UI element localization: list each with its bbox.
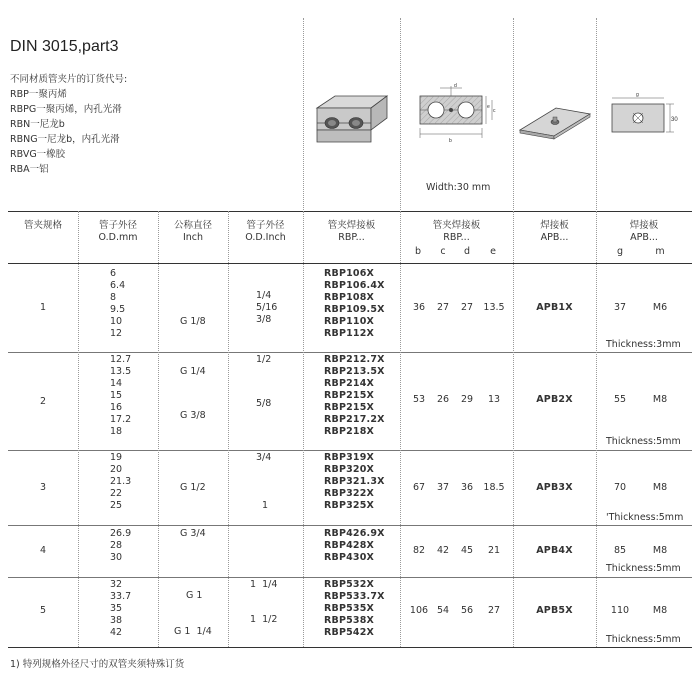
rbp-code: RBP533.7X	[324, 591, 385, 602]
header-apb-dims	[596, 220, 692, 244]
header-apb	[513, 220, 596, 244]
row-5-e: 27	[487, 605, 501, 616]
od-mm-value: 22	[110, 488, 123, 499]
row-1-g: 37	[613, 302, 627, 313]
od-mm-value: 33.7	[110, 591, 132, 602]
row-2-c: 26	[436, 394, 450, 405]
od-mm-value: 20	[110, 464, 123, 475]
rbp-code: RBP538X	[324, 615, 375, 626]
width-label: Width:30 mm	[426, 182, 491, 193]
row-2-od-mm	[110, 354, 131, 438]
row-1-d: 27	[460, 302, 474, 313]
rbp-code: RBP110X	[324, 316, 375, 327]
header-size: 管夹规格	[23, 220, 62, 231]
row-rule	[8, 577, 692, 578]
header-line: 公称直径	[173, 220, 212, 231]
row-4-nominal: G 3/4	[180, 528, 206, 539]
od-mm-value: 21.3	[110, 476, 132, 487]
od-mm-value: 6.4	[110, 280, 126, 291]
od-mm-value: 32	[110, 579, 123, 590]
intro-line: RBVG一橡胶	[10, 149, 66, 160]
row-4-od-mm	[110, 528, 131, 564]
col-divider	[303, 211, 304, 647]
col-divider	[228, 211, 229, 647]
od-mm-value: 38	[110, 615, 123, 626]
dim-30-label: 30	[671, 117, 678, 123]
row-5-thickness: Thickness:5mm	[606, 634, 681, 645]
rbp-code: RBP321.3X	[324, 476, 385, 487]
header-line: RBP...	[443, 232, 470, 243]
row-5-nominal-b: G 1 1/4	[174, 626, 212, 637]
od-mm-value: 30	[110, 552, 123, 563]
intro-line: RBN一尼龙b	[10, 119, 65, 130]
row-5-size: 5	[39, 605, 47, 616]
row-2-b: 53	[412, 394, 426, 405]
clamp-section-drawing	[412, 78, 502, 148]
header-line: 焊接板	[629, 220, 659, 231]
row-2-m: M8	[652, 394, 668, 405]
row-1-nominal: G 1/8	[180, 316, 206, 327]
row-2-od-inch-a: 1/2	[256, 354, 272, 365]
row-3-c: 37	[436, 482, 450, 493]
row-5-rbp-list	[324, 579, 385, 639]
row-4-d: 45	[460, 545, 474, 556]
row-2-apb: APB2X	[536, 394, 573, 405]
rbp-code: RBP212.7X	[324, 354, 385, 365]
header-g: g	[616, 246, 624, 257]
header-line: Inch	[182, 232, 204, 243]
header-line: 焊接板	[540, 220, 569, 231]
row-3-nominal: G 1/2	[180, 482, 206, 493]
rbp-code: RBP106X	[324, 268, 375, 279]
row-2-thickness: Thickness:5mm	[606, 436, 681, 447]
row-5-g: 110	[610, 605, 630, 616]
header-od-inch	[228, 220, 303, 244]
row-4-thickness: Thickness:5mm	[606, 563, 681, 574]
rbp-code: RBP215X	[324, 402, 375, 413]
header-line: O.D.Inch	[245, 232, 286, 243]
od-mm-value: 15	[110, 390, 123, 401]
header-c: c	[440, 246, 446, 257]
table-top-rule	[8, 211, 692, 212]
row-3-od-inch-b: 1	[262, 500, 269, 511]
row-3-m: M8	[652, 482, 668, 493]
row-2-rbp-list	[324, 354, 385, 438]
row-4-e: 21	[487, 545, 501, 556]
divider	[303, 18, 304, 210]
row-3-thickness: 'Thickness:5mm	[606, 512, 684, 523]
row-1-e: 13.5	[483, 302, 505, 313]
row-3-od-mm	[110, 452, 131, 512]
rbp-code: RBP535X	[324, 603, 375, 614]
od-mm-value: 12.7	[110, 354, 132, 365]
rbp-code: RBP320X	[324, 464, 375, 475]
rbp-code: RBP322X	[324, 488, 375, 499]
row-5-m: M8	[652, 605, 668, 616]
rbp-code: RBP542X	[324, 627, 375, 638]
header-rbp-dims	[400, 220, 513, 244]
dim-d-label: d	[454, 83, 457, 89]
row-3-rbp-list	[324, 452, 385, 512]
rbp-code: RBP428X	[324, 540, 375, 551]
row-4-apb: APB4X	[536, 545, 573, 556]
od-mm-value: 25	[110, 500, 123, 511]
od-mm-value: 6	[110, 268, 117, 279]
row-5-nominal-a: G 1	[186, 590, 203, 601]
row-2-size: 2	[39, 396, 47, 407]
od-inch-value: 1/4	[256, 290, 272, 301]
row-2-d: 29	[460, 394, 474, 405]
row-5-od-mm	[110, 579, 131, 639]
row-rule	[8, 450, 692, 451]
dim-g-label: g	[636, 92, 639, 98]
rbp-code: RBP214X	[324, 378, 375, 389]
header-b: b	[414, 246, 422, 257]
od-mm-value: 19	[110, 452, 123, 463]
row-2-e: 13	[487, 394, 501, 405]
row-2-nominal-b: G 3/8	[180, 410, 206, 421]
footnote: 1) 特列规格外径尺寸的双管夹须特殊订货	[10, 659, 185, 670]
header-nominal	[158, 220, 228, 244]
row-4-b: 82	[412, 545, 426, 556]
row-1-od-mm	[110, 268, 125, 340]
rbp-code: RBP215X	[324, 390, 375, 401]
header-rbp	[303, 220, 400, 244]
row-1-c: 27	[436, 302, 450, 313]
rbp-code: RBP532X	[324, 579, 375, 590]
rbp-code: RBP213.5X	[324, 366, 385, 377]
header-od-mm	[78, 220, 158, 244]
row-2-g: 55	[613, 394, 627, 405]
header-d: d	[463, 246, 471, 257]
header-line: APB...	[540, 232, 569, 243]
dim-c-label: c	[493, 108, 496, 114]
row-1-m: M6	[652, 302, 668, 313]
weld-plate-top-drawing	[604, 90, 682, 146]
od-inch-value: 5/16	[256, 302, 278, 313]
rbp-code: RBP109.5X	[324, 304, 385, 315]
header-bottom-rule	[8, 263, 692, 264]
col-divider	[78, 211, 79, 647]
row-1-apb: APB1X	[536, 302, 573, 313]
row-4-rbp-list	[324, 528, 385, 564]
divider	[513, 18, 514, 210]
header-line: 管夹焊接板	[327, 220, 376, 231]
col-divider	[158, 211, 159, 647]
od-mm-value: 17.2	[110, 414, 132, 425]
row-1-thickness: Thickness:3mm	[606, 339, 681, 350]
row-1-b: 36	[412, 302, 426, 313]
intro-line: 不同材质管夹片的订货代号:	[10, 74, 128, 85]
rbp-code: RBP106.4X	[324, 280, 385, 291]
row-5-c: 54	[436, 605, 450, 616]
row-5-od-inch-a: 1 1/4	[250, 579, 278, 590]
divider	[596, 18, 597, 210]
row-4-m: M8	[652, 545, 668, 556]
page-title: DIN 3015,part3	[10, 38, 119, 55]
row-5-b: 106	[409, 605, 429, 616]
row-5-od-inch-b: 1 1/2	[250, 614, 278, 625]
od-mm-value: 18	[110, 426, 123, 437]
divider	[400, 18, 401, 210]
od-mm-value: 42	[110, 627, 123, 638]
col-divider	[596, 211, 597, 647]
col-divider	[400, 211, 401, 647]
od-mm-value: 26.9	[110, 528, 132, 539]
row-1-od-inch	[256, 290, 277, 326]
row-rule	[8, 352, 692, 353]
header-line: 管夹焊接板	[432, 220, 481, 231]
rbp-code: RBP218X	[324, 426, 375, 437]
row-5-apb: APB5X	[536, 605, 573, 616]
clamp-3d-drawing	[313, 90, 393, 150]
row-3-e: 18.5	[483, 482, 505, 493]
rbp-code: RBP112X	[324, 328, 375, 339]
row-3-apb: APB3X	[536, 482, 573, 493]
rbp-code: RBP108X	[324, 292, 375, 303]
od-mm-value: 12	[110, 328, 123, 339]
row-4-g: 85	[613, 545, 627, 556]
weld-plate-3d-drawing	[516, 100, 594, 145]
header-line: 管子外径	[98, 220, 137, 231]
od-mm-value: 9.5	[110, 304, 126, 315]
material-codes-list	[10, 72, 127, 177]
header-e: e	[490, 246, 496, 257]
row-3-od-inch-a: 3/4	[256, 452, 272, 463]
od-mm-value: 10	[110, 316, 123, 327]
row-1-rbp-list	[324, 268, 385, 340]
row-3-size: 3	[39, 482, 47, 493]
header-line: APB...	[630, 232, 658, 243]
row-rule	[8, 525, 692, 526]
table-bottom-rule	[8, 647, 692, 648]
col-divider	[513, 211, 514, 647]
od-mm-value: 13.5	[110, 366, 132, 377]
rbp-code: RBP325X	[324, 500, 375, 511]
row-1-size: 1	[39, 302, 47, 313]
rbp-code: RBP217.2X	[324, 414, 385, 425]
row-2-nominal-a: G 1/4	[180, 366, 206, 377]
header-m: m	[655, 246, 665, 257]
rbp-code: RBP430X	[324, 552, 375, 563]
od-mm-value: 8	[110, 292, 117, 303]
row-2-od-inch-b: 5/8	[256, 398, 272, 409]
row-4-c: 42	[436, 545, 450, 556]
row-5-d: 56	[460, 605, 474, 616]
intro-line: RBA一铝	[10, 164, 49, 175]
header-line: 管子外径	[246, 220, 285, 231]
dim-b-label: b	[449, 138, 452, 144]
od-mm-value: 35	[110, 603, 123, 614]
row-4-size: 4	[39, 545, 47, 556]
od-mm-value: 16	[110, 402, 123, 413]
row-3-d: 36	[460, 482, 474, 493]
header-line: O.D.mm	[98, 232, 138, 243]
rbp-code: RBP319X	[324, 452, 375, 463]
od-inch-value: 3/8	[256, 314, 272, 325]
od-mm-value: 14	[110, 378, 123, 389]
row-3-b: 67	[412, 482, 426, 493]
dim-e-label: e	[487, 104, 490, 110]
intro-line: RBPG一聚丙烯，内孔光滑	[10, 104, 122, 115]
intro-line: RBNG一尼龙b，内孔光滑	[10, 134, 120, 145]
od-mm-value: 28	[110, 540, 123, 551]
header-line: RBP...	[338, 232, 365, 243]
rbp-code: RBP426.9X	[324, 528, 385, 539]
intro-line: RBP一聚丙烯	[10, 89, 67, 100]
row-3-g: 70	[613, 482, 627, 493]
